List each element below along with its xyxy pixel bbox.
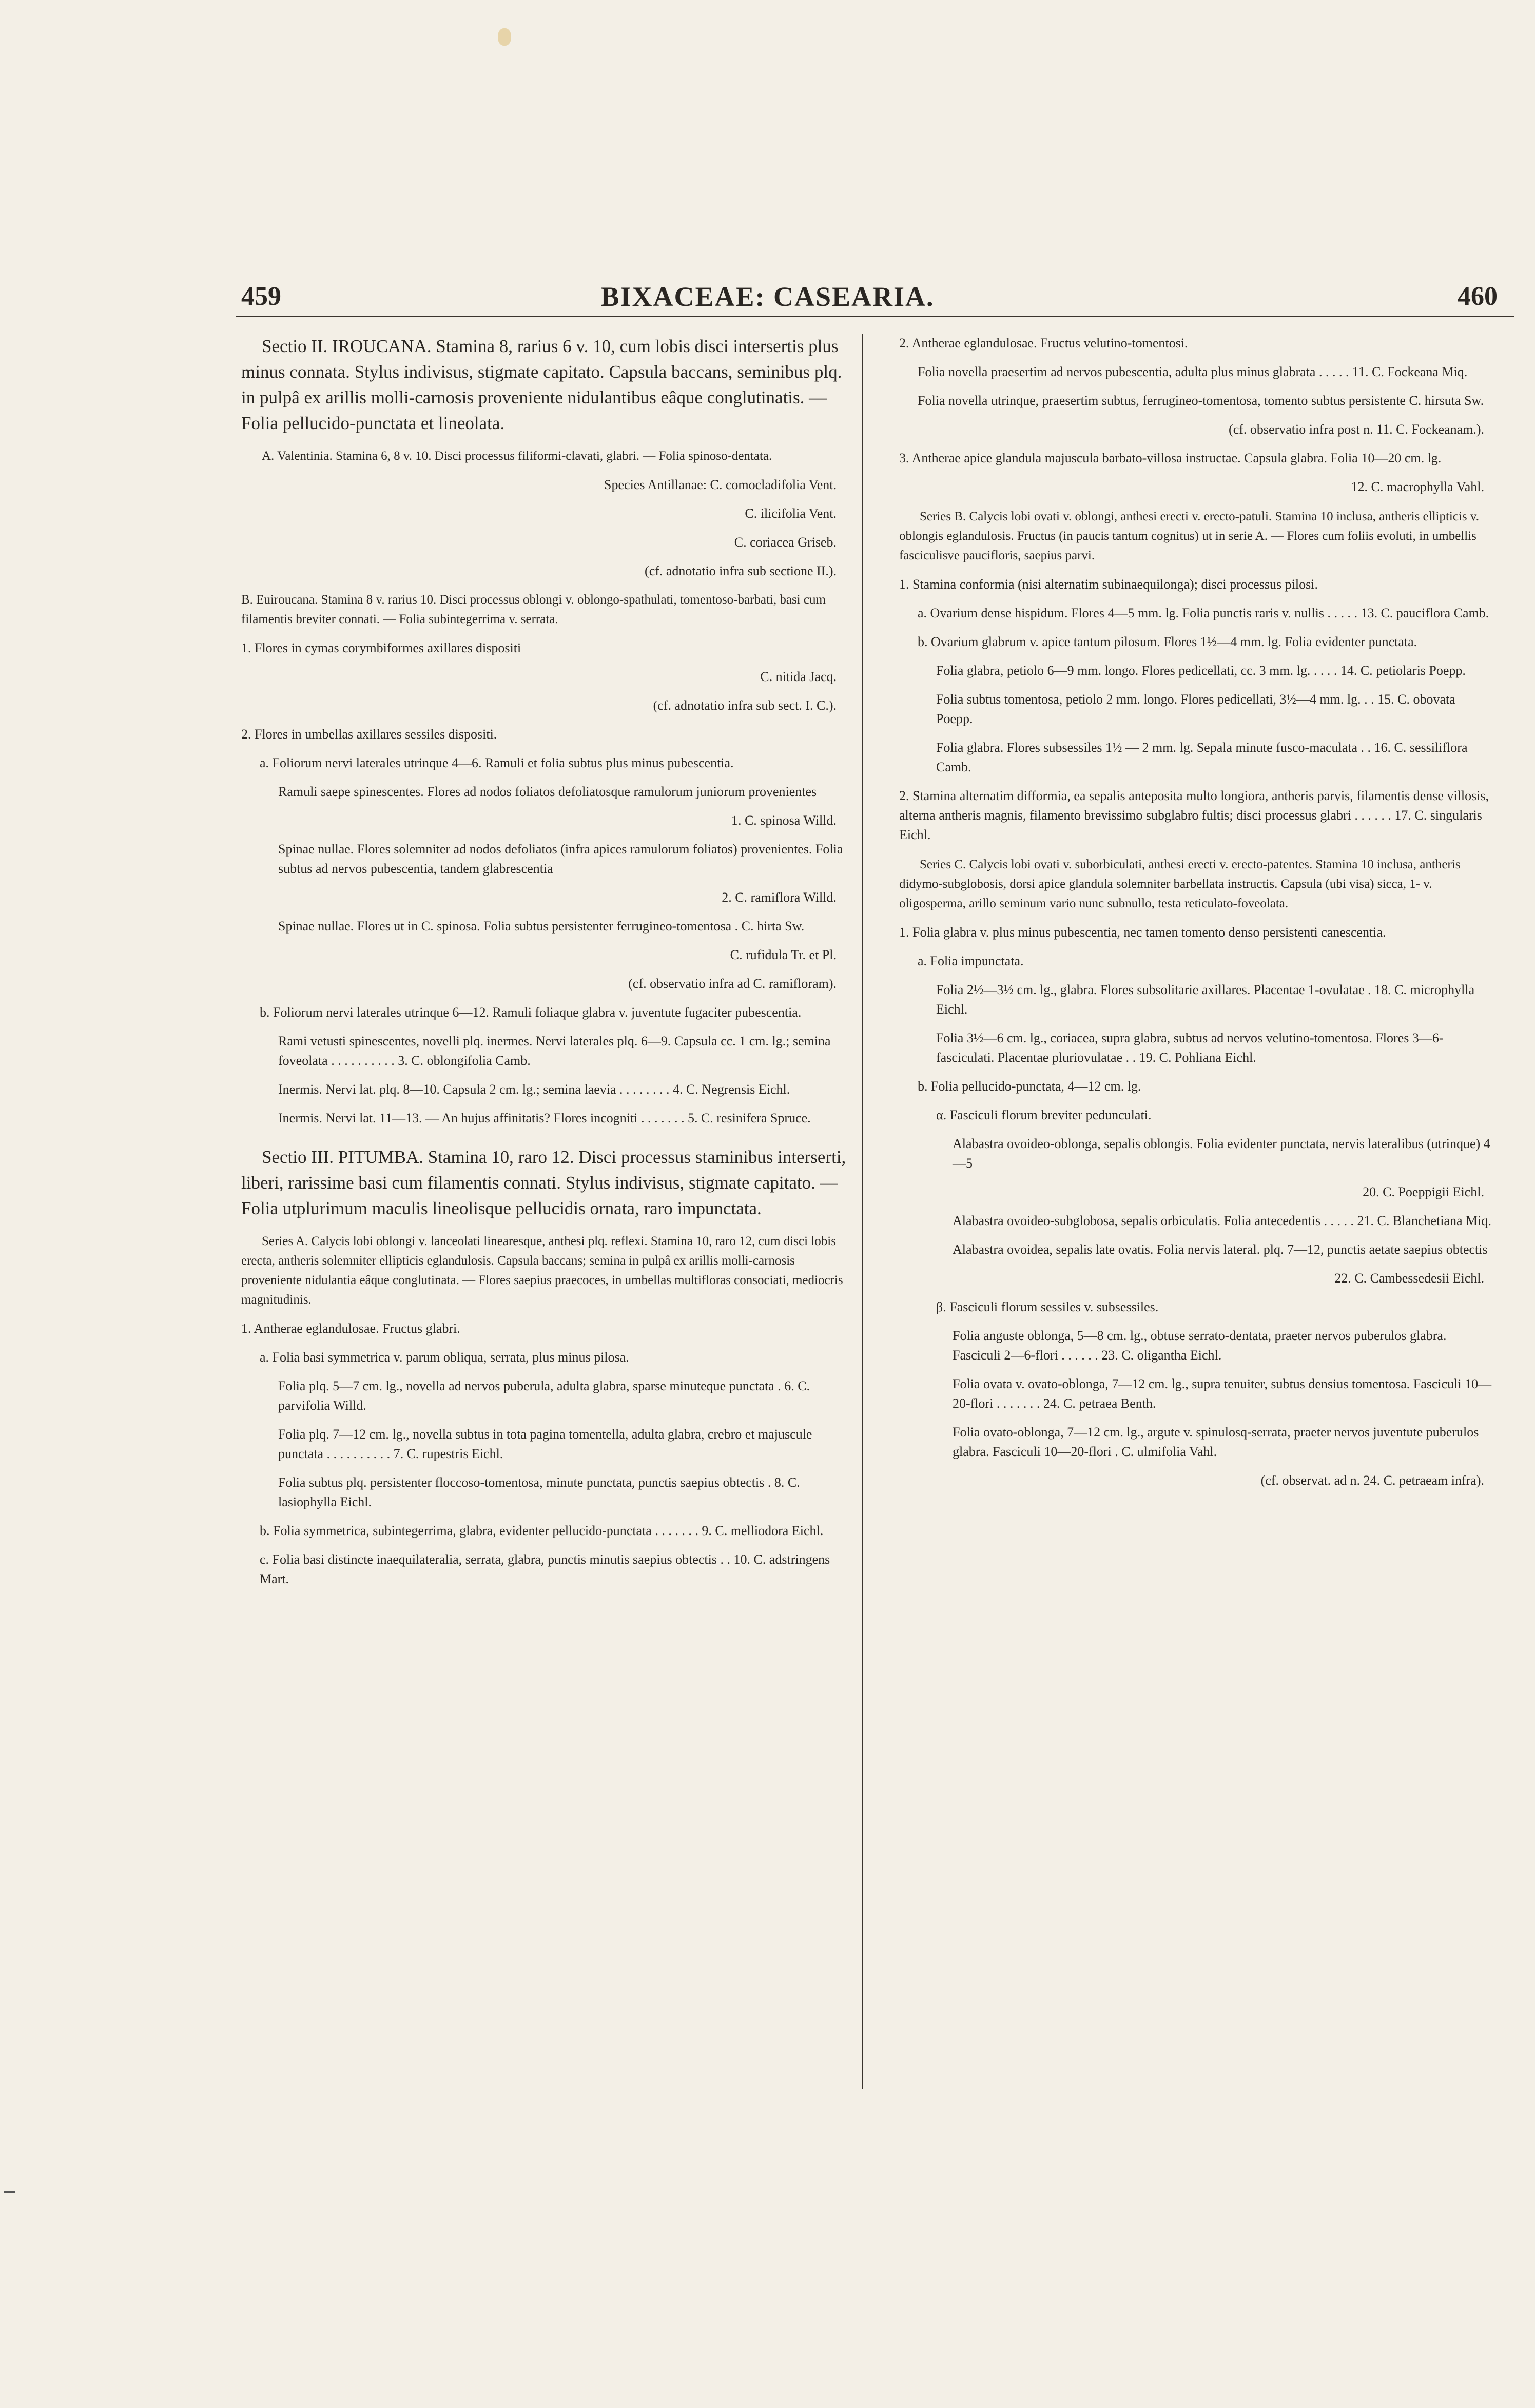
- right-column-paragraph: b. Folia pellucido-punctata, 4—12 cm. lg.: [918, 1079, 1141, 1094]
- left-column-paragraph: B. Euiroucana. Stamina 8 v. rarius 10. Disci processus oblongi v. oblongo-spathulati, tomentoso-barbati, basi cum filamentis breviter connati. — Folia subintegerrima v. serrata.: [241, 593, 826, 626]
- left-column-paragraph: C. rufidula Tr. et Pl.: [730, 947, 837, 962]
- left-column-paragraph: Folia subtus plq. persistenter floccoso-tomentosa, minute punctata, punctis saepius obtectis . 8. C. lasiophylla Eichl.: [278, 1475, 800, 1509]
- left-column-paragraph: Ramuli saepe spinescentes. Flores ad nodos foliatos defoliatosque ramulorum juniorum provenientes: [278, 784, 817, 799]
- margin-mark: [4, 2191, 15, 2193]
- left-column-paragraph: Sectio II. IROUCANA. Stamina 8, rarius 6 v. 10, cum lobis disci intersertis plus minus connata. Stylus indivisus, stigmate capitato. Capsula baccans, seminibus plq. in pulpâ ex arillis molli-carnosis proveniente nidulantibus eâque conglutinatis. — Folia pellucido-punctata et lineolata.: [241, 336, 842, 433]
- left-column-paragraph: Spinae nullae. Flores solemniter ad nodos defoliatos (infra apices ramulorum foliatos) provenientes. Folia subtus ad nervos pubescentia, tandem glabrescentia: [278, 842, 843, 876]
- right-column-paragraph: 22. C. Cambessedesii Eichl.: [1334, 1271, 1484, 1286]
- right-column-paragraph: Folia novella praesertim ad nervos pubescentia, adulta plus minus glabrata . . . . . 11. C. Fockeana Miq.: [918, 364, 1468, 379]
- left-column-paragraph: C. ilicifolia Vent.: [745, 506, 837, 521]
- right-column-paragraph: Folia novella utrinque, praesertim subtus, ferrugineo-tomentosa, tomento subtus persistente C. hirsuta Sw.: [918, 393, 1484, 408]
- right-column-paragraph: (cf. observat. ad n. 24. C. petraeam infra).: [1260, 1473, 1484, 1488]
- paper-stain: [498, 28, 511, 46]
- right-column-paragraph: Folia ovato-oblonga, 7—12 cm. lg., argute v. spinulosq-serrata, praeter nervos juventute puberulos glabra. Fasciculi 10—20-flori . C. ulmifolia Vahl.: [953, 1425, 1479, 1459]
- right-column-paragraph: 2. Stamina alternatim difformia, ea sepalis anteposita multo longiora, antheris parvis, filamentis dense villosis, alterna antheris magnis, filamento brevissimo subglabro fultis; disci processus glabri . . . . . . 17. C. singularis Eichl.: [899, 788, 1489, 842]
- right-page-number: 460: [1458, 282, 1498, 311]
- left-column-paragraph: (cf. observatio infra ad C. ramifloram).: [628, 976, 837, 991]
- right-column-paragraph: Folia ovata v. ovato-oblonga, 7—12 cm. lg., supra tenuiter, subtus densius tomentosa. Fasciculi 10—20-flori . . . . . . . 24. C. petraea Benth.: [953, 1376, 1492, 1411]
- right-column-paragraph: Alabastra ovoidea, sepalis late ovatis. Folia nervis lateral. plq. 7—12, punctis aetate saepius obtectis: [953, 1242, 1488, 1257]
- left-column-paragraph: a. Folia basi symmetrica v. parum obliqua, serrata, plus minus pilosa.: [260, 1350, 629, 1365]
- right-column-paragraph: 2. Antherae eglandulosae. Fructus velutino-tomentosi.: [899, 336, 1188, 351]
- right-column-paragraph: 12. C. macrophylla Vahl.: [1351, 479, 1484, 494]
- left-column: [241, 334, 847, 1598]
- left-column-paragraph: 2. C. ramiflora Willd.: [722, 890, 837, 905]
- right-column-paragraph: 1. Stamina conformia (nisi alternatim subinaequilonga); disci processus pilosi.: [899, 577, 1318, 592]
- right-column-paragraph: 1. Folia glabra v. plus minus pubescentia, nec tamen tomento denso persistenti canescentia.: [899, 925, 1386, 940]
- right-column-paragraph: Folia glabra. Flores subsessiles 1½ — 2 mm. lg. Sepala minute fusco-maculata . . 16. C. sessiliflora Camb.: [936, 740, 1468, 774]
- right-column-paragraph: Series C. Calycis lobi ovati v. suborbiculati, anthesi erecti v. erecto-patentes. Stamina 10 inclusa, antheris didymo-subglobosis, dorsi apice glandula solemniter barbellata instructis. Capsula (ubi visa) sicca, 1- v. oligosperma, arillo seminum vario nunc subnullo, testa reticulato-foveolata.: [899, 858, 1461, 910]
- left-column-paragraph: b. Folia symmetrica, subintegerrima, glabra, evidenter pellucido-punctata . . . . . . . 9. C. melliodora Eichl.: [260, 1523, 824, 1538]
- right-column-paragraph: Folia anguste oblonga, 5—8 cm. lg., obtuse serrato-dentata, praeter nervos puberulos glabra. Fasciculi 2—6-flori . . . . . . 23. C. oligantha Eichl.: [953, 1328, 1447, 1363]
- left-column-paragraph: C. coriacea Griseb.: [734, 535, 837, 550]
- right-column: [899, 334, 1494, 1500]
- left-column-paragraph: A. Valentinia. Stamina 6, 8 v. 10. Disci processus filiformi-clavati, glabri. — Folia spinoso-dentata.: [262, 449, 772, 463]
- left-column-paragraph: 1. Flores in cymas corymbiformes axillares dispositi: [241, 640, 521, 655]
- right-column-paragraph: Folia 2½—3½ cm. lg., glabra. Flores subsolitarie axillares. Placentae 1-ovulatae . 18. C. microphylla Eichl.: [936, 982, 1475, 1017]
- right-column-paragraph: β. Fasciculi florum sessiles v. subsessiles.: [936, 1299, 1159, 1314]
- left-column-paragraph: a. Foliorum nervi laterales utrinque 4—6. Ramuli et folia subtus plus minus pubescentia.: [260, 755, 734, 770]
- left-column-paragraph: Species Antillanae: C. comocladifolia Vent.: [604, 477, 837, 492]
- left-column-paragraph: Inermis. Nervi lat. plq. 8—10. Capsula 2 cm. lg.; semina laevia . . . . . . . . 4. C. Negrensis Eichl.: [278, 1082, 790, 1097]
- left-column-paragraph: 2. Flores in umbellas axillares sessiles dispositi.: [241, 727, 497, 742]
- left-page-number: 459: [241, 282, 281, 311]
- left-column-paragraph: Rami vetusti spinescentes, novelli plq. inermes. Nervi laterales plq. 6—9. Capsula cc. 1 cm. lg.; semina foveolata . . . . . . . . . . 3. C. oblongifolia Camb.: [278, 1034, 831, 1068]
- right-column-paragraph: Alabastra ovoideo-oblonga, sepalis oblongis. Folia evidenter punctata, nervis lateralibus (utrinque) 4—5: [953, 1136, 1490, 1171]
- left-column-paragraph: 1. Antherae eglandulosae. Fructus glabri.: [241, 1321, 460, 1336]
- right-column-paragraph: Alabastra ovoideo-subglobosa, sepalis orbiculatis. Folia antecedentis . . . . . 21. C. Blanchetiana Miq.: [953, 1213, 1491, 1228]
- header-rule: [236, 316, 1514, 317]
- left-column-paragraph: Inermis. Nervi lat. 11—13. — An hujus affinitatis? Flores incogniti . . . . . . . 5. C. resinifera Spruce.: [278, 1111, 811, 1125]
- right-column-paragraph: Folia subtus tomentosa, petiolo 2 mm. longo. Flores pedicellati, 3½—4 mm. lg. . . 15. C. obovata Poepp.: [936, 692, 1455, 726]
- right-column-paragraph: 20. C. Poeppigii Eichl.: [1363, 1184, 1484, 1199]
- right-column-paragraph: a. Folia impunctata.: [918, 954, 1024, 968]
- right-column-paragraph: Folia glabra, petiolo 6—9 mm. longo. Flores pedicellati, cc. 3 mm. lg. . . . . 14. C. petiolaris Poepp.: [936, 663, 1466, 678]
- left-column-paragraph: Folia plq. 5—7 cm. lg., novella ad nervos puberula, adulta glabra, sparse minuteque punctata . 6. C. parvifolia Willd.: [278, 1378, 810, 1413]
- left-column-paragraph: Spinae nullae. Flores ut in C. spinosa. Folia subtus persistenter ferrugineo-tomentosa . C. hirta Sw.: [278, 919, 805, 934]
- left-column-paragraph: (cf. adnotatio infra sub sectione II.).: [645, 564, 837, 578]
- column-divider: [862, 334, 863, 2089]
- right-column-paragraph: a. Ovarium dense hispidum. Flores 4—5 mm. lg. Folia punctis raris v. nullis . . . . . 13. C. pauciflora Camb.: [918, 606, 1489, 620]
- left-column-paragraph: Folia plq. 7—12 cm. lg., novella subtus in tota pagina tomentella, adulta glabra, crebro et majuscule punctata . . . . . . . . . . 7. C. rupestris Eichl.: [278, 1427, 812, 1461]
- left-column-paragraph: c. Folia basi distincte inaequilateralia, serrata, glabra, punctis minutis saepius obtectis . . 10. C. adstringens Mart.: [260, 1552, 830, 1586]
- right-column-paragraph: Folia 3½—6 cm. lg., coriacea, supra glabra, subtus ad nervos velutino-tomentosa. Flores 3—6-fasciculati. Placentae pluriovulatae . . 19. C. Pohliana Eichl.: [936, 1031, 1444, 1065]
- running-title: BIXACEAE: CASEARIA.: [600, 281, 935, 312]
- left-column-paragraph: C. nitida Jacq.: [760, 669, 837, 684]
- left-column-paragraph: Sectio III. PITUMBA. Stamina 10, raro 12. Disci processus staminibus interserti, liberi, rarissime basi cum filamentis connati. Stylus indivisus, stigmate capitato. — Folia utplurimum maculis lineolisque pellucidis ornata, raro impunctata.: [241, 1147, 846, 1218]
- right-column-paragraph: (cf. observatio infra post n. 11. C. Fockeanam.).: [1229, 422, 1484, 437]
- right-column-paragraph: Series B. Calycis lobi ovati v. oblongi, anthesi erecti v. erecto-patuli. Stamina 10 inclusa, antheris ellipticis v. oblongis eglandulosis. Fructus (in paucis tantum cognitus) ut in serie A. — Flores cum foliis evoluti, in umbellis fasciculisve paucifloris, saepius parvi.: [899, 510, 1480, 562]
- right-column-paragraph: b. Ovarium glabrum v. apice tantum pilosum. Flores 1½—4 mm. lg. Folia evidenter punctata.: [918, 634, 1417, 649]
- left-column-paragraph: 1. C. spinosa Willd.: [731, 813, 837, 828]
- right-column-paragraph: α. Fasciculi florum breviter pedunculati.: [936, 1108, 1152, 1122]
- left-column-paragraph: Series A. Calycis lobi oblongi v. lanceolati linearesque, anthesi plq. reflexi. Stamina 10, raro 12, cum disci lobis erecta, antheris solemniter ellipticis eglandulosis. Capsula baccans; semina in pulpâ ex arillis molli-carnosis proveniente nidulantia eâque conglutinata. — Flores saepius praecoces, in umbellas multifloras consociati, mediocris magnitudinis.: [241, 1234, 843, 1307]
- left-column-paragraph: b. Foliorum nervi laterales utrinque 6—12. Ramuli foliaque glabra v. juventute fugaciter pubescentia.: [260, 1005, 802, 1020]
- right-column-paragraph: 3. Antherae apice glandula majuscula barbato-villosa instructae. Capsula glabra. Folia 10—20 cm. lg.: [899, 451, 1442, 465]
- left-column-paragraph: (cf. adnotatio infra sub sect. I. C.).: [653, 698, 837, 713]
